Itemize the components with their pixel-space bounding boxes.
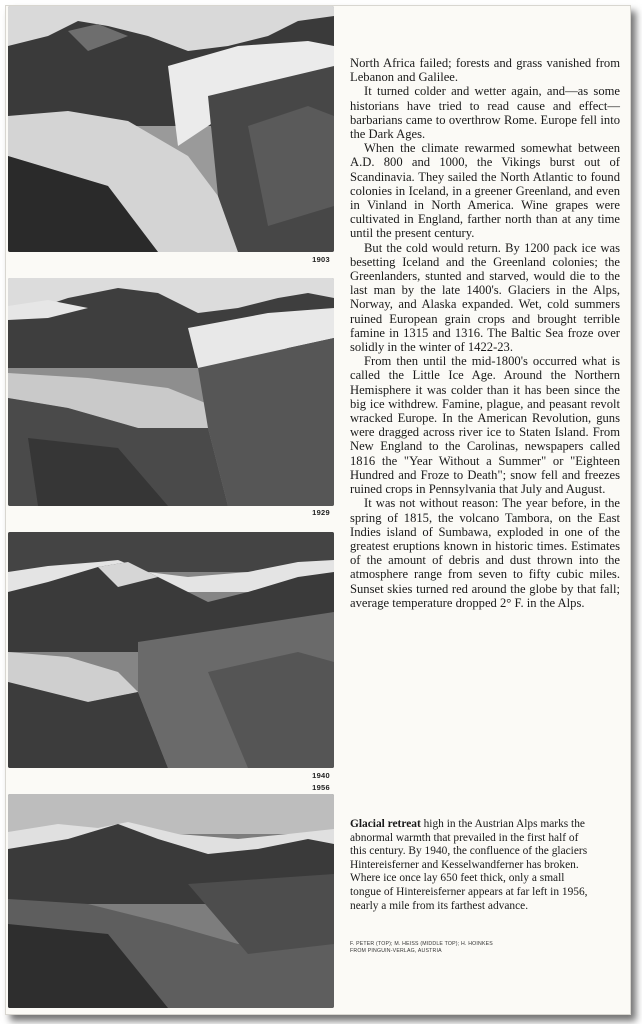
- credit-line-1: F. PETER (TOP); M. HEISS (MIDDLE TOP); H. HOINKES: [350, 941, 493, 947]
- magazine-page: [5, 5, 631, 1015]
- body-paragraph: When the climate rewarmed somewhat between A.D. 800 and 1000, the Vikings burst out of Scandinavia. They sailed the North Atlantic to found colonies in Iceland, in a greener Greenland, and even in Vinland in North America. Wine grapes were cultivated in England, farther north than at any time until the present century.: [350, 141, 620, 241]
- credit-line-2: FROM PINGUIN-VERLAG, AUSTRIA: [350, 948, 442, 954]
- glacier-photo-1956: [8, 794, 334, 1008]
- body-paragraph: From then until the mid-1800's occurred what is called the Little Ice Age. Around the Northern Hemisphere it was colder than it has been since the big ice withdrew. Famine, plague, and peasant revolt wracked Europe. In the American Revolution, guns were dragged across river ice to Staten Island. From New England to the Carolinas, newspapers called 1816 the "Year Without a Summer" or "Eighteen Hundred and Froze to Death"; snow fell and freezes ruined crops in Pennsylvania that July and August.: [350, 354, 620, 497]
- body-paragraph: It turned colder and wetter again, and—as some historians have tried to read cause and effect—barbarians came to overthrow Rome. Europe fell into the Dark Ages.: [350, 84, 620, 142]
- caption-text: high in the Austrian Alps marks the abnormal warmth that prevailed in the first half of this century. By 1940, the confluence of the glaciers Hintereisferner and Kesselwandferner has broken. Where ice once lay 650 feet thick, only a small tongue of Hintereisferner appears at far left in 1956, nearly a mile from its farthest advance.: [350, 818, 588, 912]
- photo-credit: [350, 941, 600, 955]
- glacier-photo-1940: [8, 532, 334, 768]
- photo-year-1956: 1956: [312, 783, 330, 792]
- caption-lead: Glacial retreat: [350, 818, 421, 830]
- article-body: [350, 56, 620, 610]
- body-paragraph: But the cold would return. By 1200 pack ice was besetting Iceland and the Greenland colonies; the Greenlanders, stunted and starved, would die to the last man by the late 1400's. Glaciers in the Alps, Norway, and Alaska expanded. Wet, cold summers ruined European grain crops and brought terrible famine in 1315 and 1316. The Baltic Sea froze over solidly in the winter of 1422-23.: [350, 240, 620, 355]
- photo-year-1929: 1929: [312, 508, 330, 517]
- body-paragraph: It was not without reason: The year before, in the spring of 1815, the volcano Tambora, on the East Indies island of Sumbawa, exploded in one of the greatest eruptions known in historic times. Estimates of the amount of debris and dust thrown into the atmosphere range from seven to fifty cubic miles. Sunset skies turned red around the globe by that fall; average temperature dropped 2° F. in the Alps.: [350, 496, 620, 610]
- photo-year-1940: 1940: [312, 771, 330, 780]
- glacier-photo-1903: [8, 6, 334, 252]
- photo-caption: [350, 818, 592, 913]
- body-paragraph: North Africa failed; forests and grass vanished from Lebanon and Galilee.: [350, 56, 620, 85]
- photo-year-1903: 1903: [312, 255, 330, 264]
- glacier-photo-1929: [8, 278, 334, 506]
